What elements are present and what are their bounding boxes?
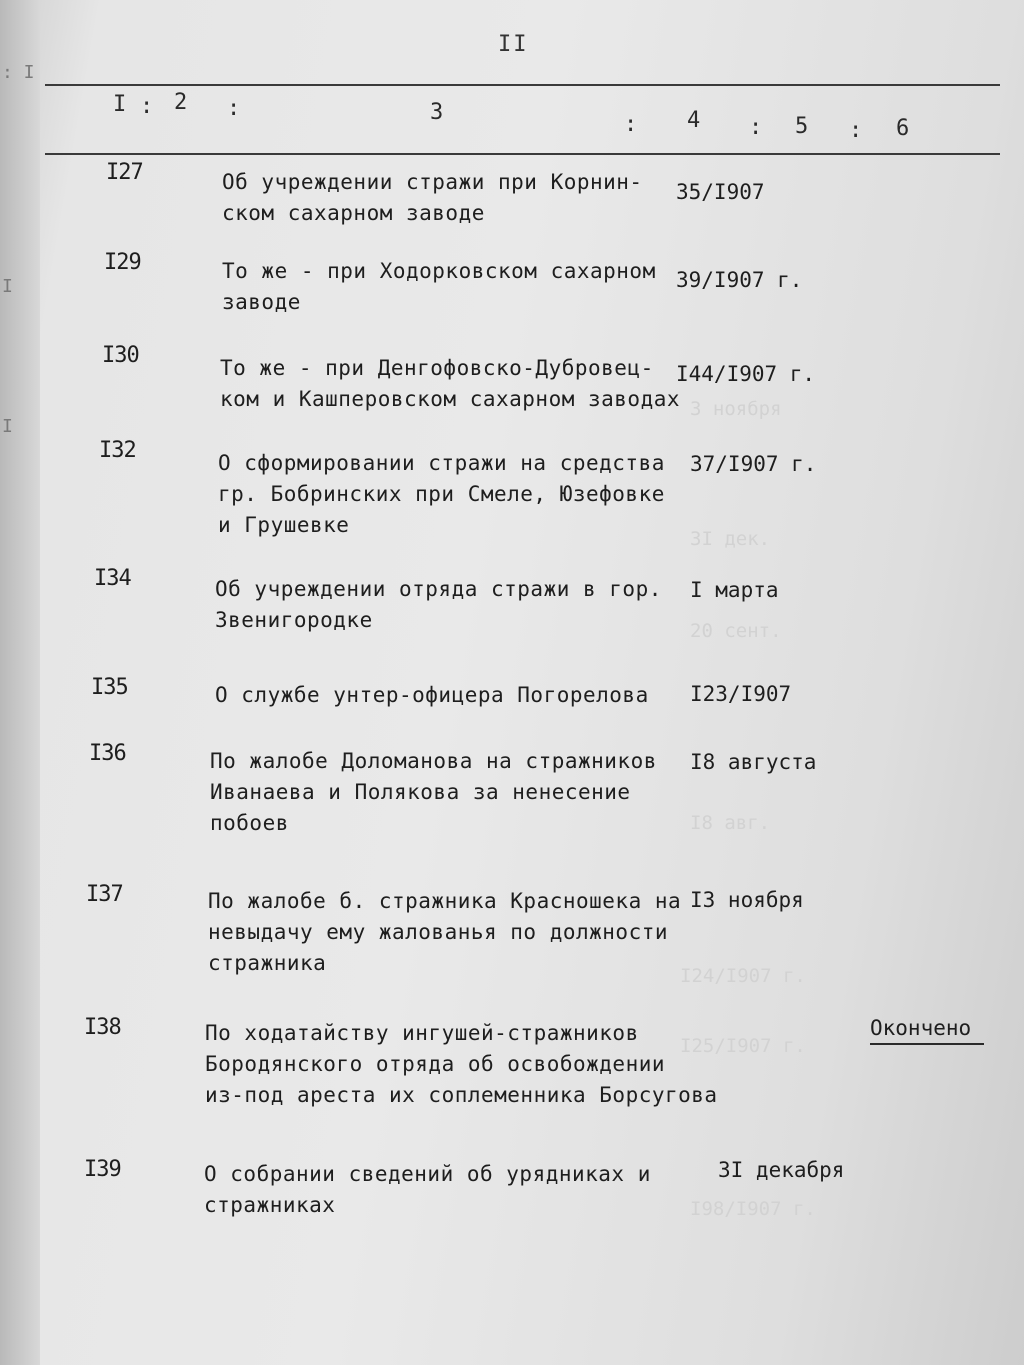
- entry-date: I23/I907: [690, 682, 792, 706]
- column-header: 3: [430, 100, 444, 125]
- show-through-text: I8 авг.: [690, 812, 771, 834]
- entry-date: 37/I907 г.: [690, 452, 817, 476]
- entry-date: 3I декабря: [718, 1158, 845, 1182]
- entry-title: По жалобе б. стражника Красношека на невыдачу ему жалованья по должности стражника: [208, 889, 682, 975]
- entry-date: I8 августа: [690, 750, 817, 774]
- entry-number: I36: [89, 741, 126, 766]
- entry-number: I38: [84, 1015, 121, 1040]
- entry-number: I30: [102, 343, 139, 368]
- entry-number: I35: [91, 675, 128, 700]
- column-header: I: [113, 92, 127, 117]
- entry-title: О собрании сведений об урядниках и стражниках: [204, 1162, 651, 1217]
- column-header: 5: [795, 114, 809, 139]
- entry-number: I34: [94, 566, 131, 591]
- entry-number: I32: [99, 438, 136, 463]
- column-separator: :: [227, 96, 241, 121]
- show-through-text: 3I дек.: [690, 528, 771, 550]
- entry-date: 35/I907: [676, 180, 765, 204]
- show-through-text: 20 сент.: [690, 620, 782, 642]
- entry-title: По жалобе Доломанова на стражников Иванаева и Полякова за ненесение побоев: [210, 749, 657, 835]
- edge-mark: I: [2, 416, 13, 437]
- show-through-text: I98/I907 г.: [690, 1198, 816, 1220]
- column-separator: :: [140, 94, 154, 119]
- entry-title: О службе унтер-офицера Погорелова: [215, 683, 649, 707]
- column-header: 2: [174, 90, 188, 115]
- entry-date: I3 ноября: [690, 888, 804, 912]
- header-rule-top: [45, 84, 1000, 86]
- entry-date: I44/I907 г.: [676, 362, 816, 386]
- edge-mark: : I: [2, 62, 35, 83]
- show-through-text: I24/I907 г.: [680, 965, 806, 987]
- edge-mark: I: [2, 276, 13, 297]
- entry-title: То же - при Ходорковском сахарном заводе: [222, 259, 656, 314]
- entry-number: I37: [86, 882, 123, 907]
- entry-number: I29: [104, 250, 141, 275]
- entry-number: I27: [106, 160, 143, 185]
- column-separator: :: [624, 112, 638, 137]
- entry-title: О сформировании стражи на средства гр. Бобринских при Смеле, Юзефовке и Грушевке: [218, 451, 665, 537]
- entry-title: Об учреждении отряда стражи в гор. Звенигородке: [215, 577, 662, 632]
- page-number: II: [498, 32, 529, 57]
- column-separator: :: [749, 115, 763, 140]
- status-label: Окончено: [870, 1016, 984, 1045]
- show-through-text: I25/I907 г.: [680, 1035, 806, 1057]
- header-rule-bottom: [45, 153, 1000, 155]
- entry-date: 39/I907 г.: [676, 268, 803, 292]
- column-separator: :: [849, 118, 863, 143]
- binding-fold: [0, 0, 40, 1365]
- entry-number: I39: [84, 1157, 121, 1182]
- entry-title: То же - при Денгофовско-Дубровец- ком и Кашперовском сахарном заводах: [220, 356, 681, 411]
- entry-title: По ходатайству ингушей-стражников Бородянского отряда об освобождении из-под ареста их соплеменника Борсугова: [205, 1021, 718, 1107]
- entry-date: I марта: [690, 578, 779, 602]
- column-header: 4: [687, 108, 701, 133]
- column-header: 6: [896, 116, 910, 141]
- show-through-text: 3 ноября: [690, 398, 782, 420]
- entry-title: Об учреждении стражи при Корнин- ском сахарном заводе: [222, 170, 643, 225]
